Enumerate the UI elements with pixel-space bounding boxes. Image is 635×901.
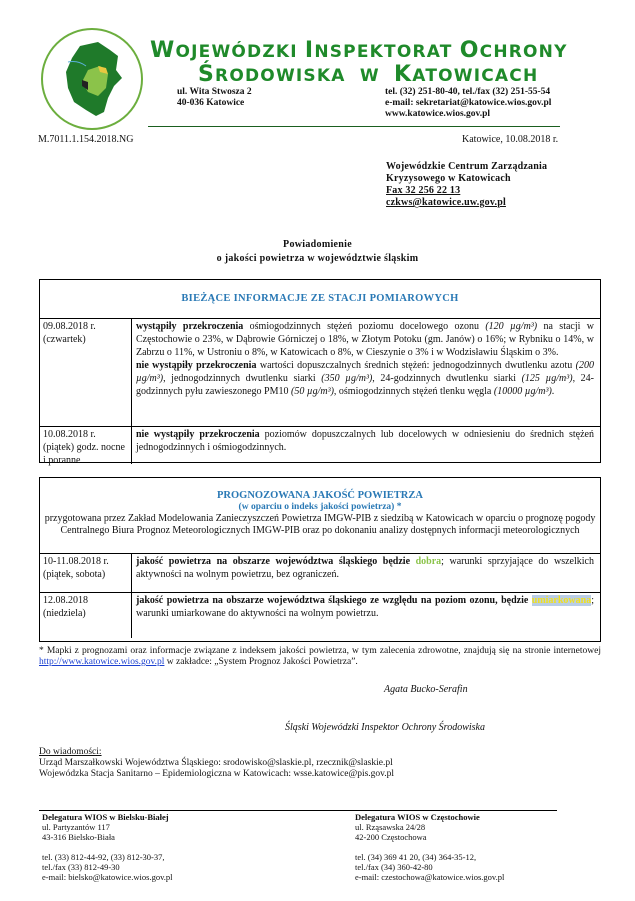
contact-phone: tel. (32) 251-80-40, tel./fax (32) 251-55-54	[385, 87, 551, 97]
signatory-name: Agata Bucko-Serafin	[384, 684, 468, 695]
recipient-block	[386, 161, 547, 209]
org-contact	[385, 87, 551, 120]
cc-recipient: Urząd Marszałkowski Województwa Śląskiego: srodowisko@slaskie.pl, rzecznik@slaskie.pl	[39, 758, 393, 768]
delegation-email[interactable]: e-mail: bielsko@katowice.wios.gov.pl	[42, 872, 173, 882]
delegation-name: Delegatura WIOS w Częstochowie	[355, 812, 480, 822]
row-date: 10.08.2018 r. (piątek) godz. nocne i poranne	[40, 427, 132, 464]
forecast-description: przygotowana przez Zakład Modelowania Zanieczyszczeń Powietrza IMGW-PIB z siedzibą w Katowicach w oparciu o prognozę pogody Centralnego Biura Prognoz Meteorologicznych IMGW-PIB oraz po dokonaniu analizy dostępnych informacji meteorologicznych	[44, 513, 596, 536]
recipient-fax: Fax 32 256 22 13	[386, 185, 461, 196]
forecast-table	[39, 477, 601, 642]
row-date: 10-11.08.2018 r. (piątek, sobota)	[40, 554, 132, 592]
delegation-phone: tel. (33) 812-44-92, (33) 812-30-37,	[42, 852, 165, 862]
notice-title	[0, 238, 635, 266]
footnote: * Mapki z prognozami oraz informacje związane z indeksem jakości powietrza, w tym zalecenia zdrowotne, znajdują się na stronie internetowej http://www.katowice.wios.gov.pl w zakładce: „System Prognoz Jakości Powietrza”.	[39, 646, 601, 667]
delegation-street: ul. Rząsawska 24/28	[355, 822, 426, 832]
org-address	[177, 87, 252, 109]
notice-subheading: o jakości powietrza w województwie śląskim	[216, 253, 419, 264]
wios-website-link[interactable]: http://www.katowice.wios.gov.pl	[39, 657, 165, 667]
row-description: jakość powietrza na obszarze województwa śląskiego będzie dobra; warunki sprzyjające do wszelkich aktywności na wolnym powietrzu, bez ograniczeń.	[136, 556, 594, 580]
delegation-name: Delegatura WIOS w Bielsku-Białej	[42, 812, 169, 822]
cc-recipient: Wojewódzka Stacja Sanitarno – Epidemiologiczna w Katowicach: wsse.katowice@pis.gov.pl	[39, 769, 395, 779]
current-info-table	[39, 279, 601, 466]
wios-logo	[38, 26, 146, 132]
row-date: 12.08.2018 (niedziela)	[40, 593, 132, 638]
recipient-name-line1: Wojewódzkie Centrum Zarządzania	[386, 161, 548, 172]
footer-divider	[39, 810, 557, 811]
recipient-email[interactable]: czkws@katowice.uw.gov.pl	[386, 197, 506, 208]
row-description: jakość powietrza na obszarze województwa śląskiego ze względu na poziom ozonu, będzie umiarkowana; warunki umiarkowane do aktywności na wolnym powietrzu.	[136, 595, 594, 619]
table-row	[40, 554, 600, 593]
current-info-heading: BIEŻĄCE INFORMACJE ZE STACJI POMIAROWYCH	[40, 280, 600, 319]
delegation-city: 43-316 Bielsko-Biała	[42, 832, 115, 842]
delegation-fax: tel./fax (33) 812-49-30	[42, 862, 120, 872]
cc-list	[39, 747, 394, 780]
address-street: ul. Wita Stwosza 2	[177, 87, 252, 97]
delegation-czestochowa	[355, 812, 504, 882]
row-description: nie wystąpiły przekroczenia poziomów dopuszczalnych lub docelowych w odniesieniu do średnich stężeń jednogodzinnych i ośmiogodzinnych.	[136, 429, 594, 453]
forecast-heading: PROGNOZOWANA JAKOŚĆ POWIETRZA	[217, 490, 423, 501]
place-date: Katowice, 10.08.2018 r.	[462, 134, 559, 145]
delegation-fax: tel./fax (34) 360-42-80	[355, 862, 433, 872]
contact-website[interactable]: www.katowice.wios.gov.pl	[385, 109, 491, 119]
cc-label: Do wiadomości:	[39, 747, 102, 757]
table-row	[40, 427, 600, 464]
row-date: 09.08.2018 r. (czwartek)	[40, 319, 132, 426]
org-name-line2: ŚRODOWISKA W KATOWICACH	[198, 62, 539, 87]
table-row	[40, 319, 600, 427]
contact-email[interactable]: e-mail: sekretariat@katowice.wios.gov.pl	[385, 98, 552, 108]
forecast-header	[40, 478, 600, 554]
table-row	[40, 593, 600, 638]
delegation-phone: tel. (34) 369 41 20, (34) 364-35-12,	[355, 852, 477, 862]
reference-number: M.7011.1.154.2018.NG	[38, 134, 134, 145]
delegation-city: 42-200 Częstochowa	[355, 832, 427, 842]
recipient-name-line2: Kryzysowego w Katowicach	[386, 173, 511, 184]
header-divider	[148, 126, 560, 127]
signatory-title: Śląski Wojewódzki Inspektor Ochrony Środowiska	[285, 722, 485, 733]
notice-heading: Powiadomienie	[283, 239, 352, 250]
wios-emblem-icon	[38, 26, 146, 132]
delegation-bielsko	[42, 812, 173, 882]
air-quality-level-good: dobra	[415, 556, 442, 567]
row-description: wystąpiły przekroczenia ośmiogodzinnych stężeń poziomu docelowego ozonu (120 µg/m³) na stacji w Częstochowie o 23%, w Dąbrowie Górniczej o 18%, w Złotym Potoku (gm. Janów) o 16%; w Rybniku o 14%, w Zabrzu o 11%, w Ustroniu o 8%, w Katowicach o 8%, w Cieszynie o 3% i w Wodzisławiu Śląskim o 3%. nie wystąpiły przekroczenia wartości dopuszczalnych średnich stężeń: jednogodzinnych dwutlenku azotu (200 µg/m³), jednogodzinnych dwutlenku siarki (350 µg/m³), 24-godzinnych dwutlenku siarki (125 µg/m³), 24-godzinnych pyłu zawieszonego PM10 (50 µg/m³), ośmiogodzinnych stężeń tlenku węgla (10000 µg/m³).	[136, 321, 594, 397]
org-name-line1: WOJEWÓDZKI INSPEKTORAT OCHRONY	[150, 38, 568, 63]
delegation-email[interactable]: e-mail: czestochowa@katowice.wios.gov.pl	[355, 872, 505, 882]
address-city: 40-036 Katowice	[177, 98, 245, 108]
air-quality-level-moderate: umiarkowana	[531, 595, 592, 606]
forecast-subheading: (w oparciu o indeks jakości powietrza) *	[238, 502, 402, 512]
delegation-street: ul. Partyzantów 117	[42, 822, 110, 832]
